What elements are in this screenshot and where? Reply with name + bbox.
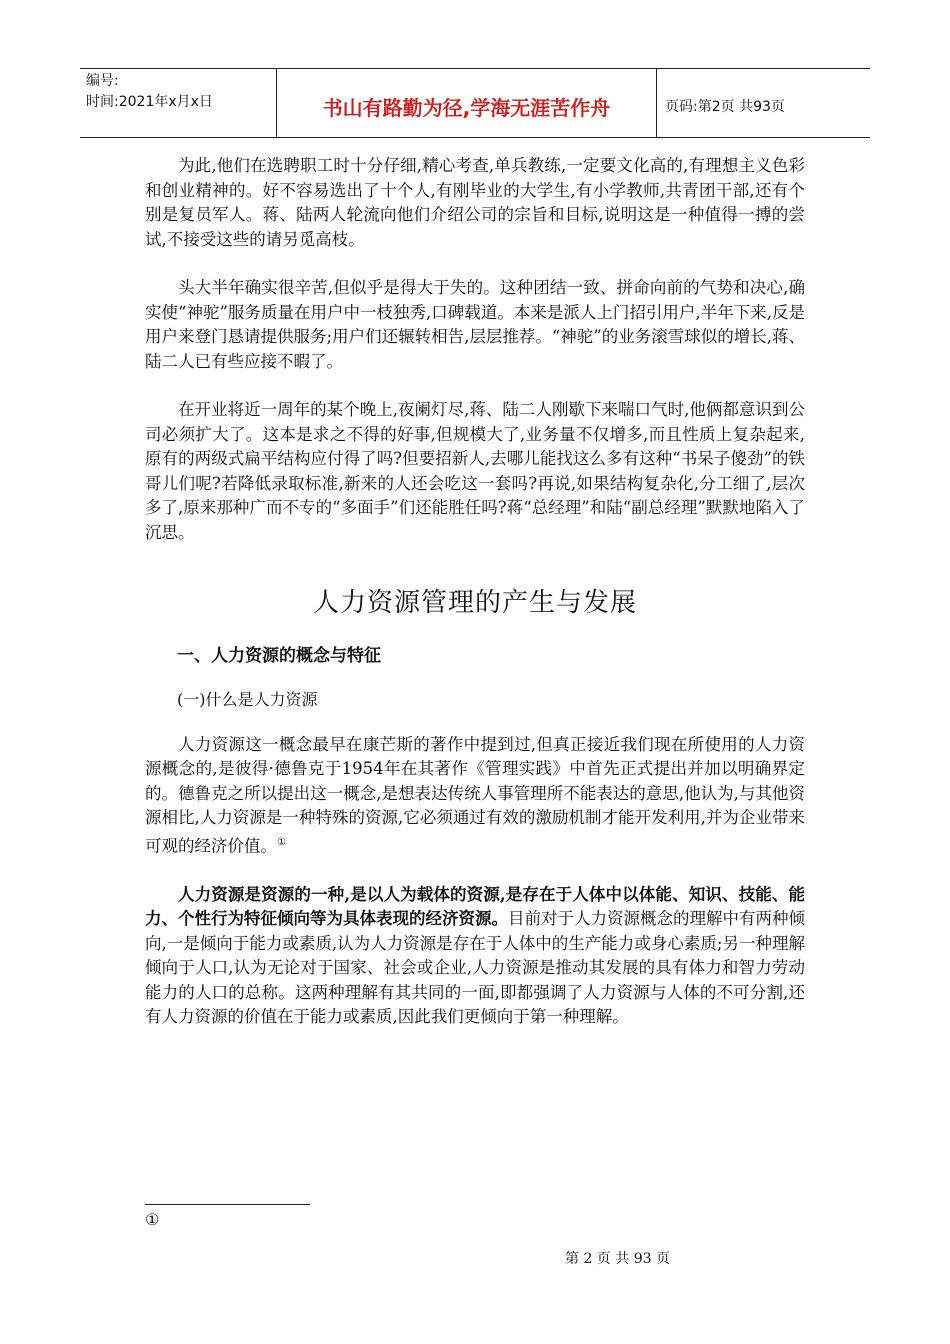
paragraph-5 — [145, 883, 805, 1030]
heading-level-2: (一)什么是人力资源 — [177, 690, 318, 709]
footnote-divider — [145, 1204, 310, 1205]
motto: 书山有路勤为径,学海无涯苦作舟 — [277, 69, 657, 137]
paragraph-4 — [145, 733, 805, 859]
footnote-mark: ① — [145, 1210, 160, 1229]
main-content — [145, 154, 805, 1054]
paragraph-5-definition: 人力资源是资源的一种,是以人为载体的资源,是存在于人体中以体能、知识、技能、能力、个性行为特征倾向等为具体表现的经济资源。 — [145, 884, 805, 928]
time-label: 时间:2021年x月x日 — [86, 94, 213, 110]
header-table — [80, 68, 870, 138]
paragraph-3: 在开业将近一周年的某个晚上,夜阑灯尽,蒋、陆二人刚歇下来喘口气时,他俩都意识到公司必须扩大了。这本是求之不得的好事,但规模大了,业务量不仅增多,而且性质上复杂起来,原有的两级式扁平结构应付得了吗?但要招新人,去哪儿能找这么多有这种“书呆子傻劲”的铁哥儿们呢?若降低录取标准,新来的人还会吃这一套吗?再说,如果结构复杂化,分工细了,层次多了,原来那种广而不专的“多面手”们还能胜任吗?蒋“总经理”和陆“副总经理”默默地陷入了沉思。 — [145, 400, 805, 542]
footnote-reference[interactable]: ① — [277, 836, 286, 848]
paragraph-1: 为此,他们在选聘职工时十分仔细,精心考查,单兵教练,一定要文化高的,有理想主义色彩和创业精神的。好不容易选出了十个人,有刚毕业的大学生,有小学教师,共青团干部,还有个别是复员军人。蒋、陆两人轮流向他们介绍公司的宗旨和目标,说明这是一种值得一搏的尝试,不接受这些的请另觅高枝。 — [145, 156, 805, 249]
paragraph-2: 头大半年确实很辛苦,但似乎是得大于失的。这种团结一致、拼命向前的气势和决心,确实使“神驼”服务质量在用户中一枝独秀,口碑载道。本来是派人上门招引用户,半年下来,反是用户来登门恳请提供服务;用户们还辗转相告,层层推荐。“神驼”的业务滚雪球似的增长,蒋、陆二人已有些应接不暇了。 — [145, 278, 805, 371]
heading-level-1: 一、人力资源的概念与特征 — [177, 645, 381, 666]
page-info: 页码:第2页 共93页 — [665, 99, 785, 115]
section-title: 人力资源管理的产生与发展 — [312, 588, 637, 618]
paragraph-4-text: 人力资源这一概念最早在康芒斯的著作中提到过,但真正接近我们现在所使用的人力资源概念的,是彼得·德鲁克于1954年在其著作《管理实践》中首先正式提出并加以明确界定的。德鲁克之所以提出这一概念,是想表达传统人事管理所不能表达的意思,他认为,与其他资源相比,人力资源是一种特殊的资源,它必须通过有效的激励机制才能开发利用,并为企业带来可观的经济价值。 — [145, 734, 805, 855]
header-left-cell — [80, 69, 277, 137]
paragraph-5-text: 目前对于人力资源概念的理解中有两种倾向,一是倾向于能力或素质,认为人力资源是存在于人体中的生产能力或身心素质;另一种理解倾向于人口,认为无论对于国家、社会或企业,人力资源是推动其发展的具有体力和智力劳动能力的人口的总称。这两种理解有其共同的一面,即都强调了人力资源与人体的不可分割,还有人力资源的价值在于能力或素质,因此我们更倾向于第一种理解。 — [145, 909, 805, 1026]
page-footer: 第 2 页 共 93 页 — [565, 1251, 670, 1267]
number-label: 编号: — [86, 73, 119, 89]
